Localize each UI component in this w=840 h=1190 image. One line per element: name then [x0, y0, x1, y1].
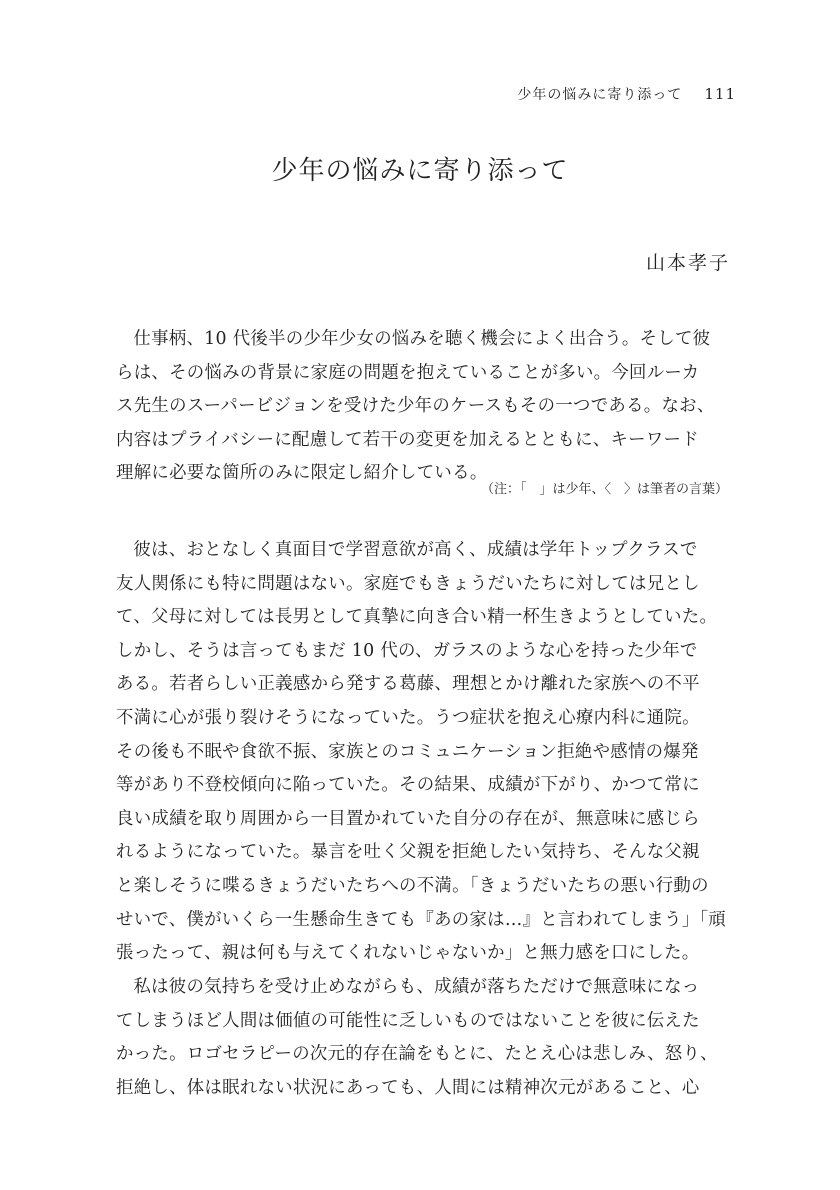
text-line: せいで、僕がいくら一生懸命生きても『あの家は…』と言われてしまう」「頑: [116, 909, 727, 930]
text-line: しかし、そうは言ってもまだ 10 代の、ガラスのような心を持った少年で: [116, 640, 698, 661]
text-line: と楽しそうに喋るきょうだいたちへの不満。「きょうだいたちの悪い行動の: [116, 875, 709, 896]
text-line: 彼は、おとなしく真面目で学習意欲が高く、成績は学年トップクラスで: [133, 540, 698, 560]
text-line: て、父母に対しては長男として真摯に向き合い精一杯生きようとしていた。: [116, 607, 718, 628]
running-header: [517, 84, 736, 104]
text-line: ある。若者らしい正義感から発する葛藤、理想とかけ離れた家族への不平: [116, 674, 700, 695]
text-line: 等があり不登校傾向に陥っていた。その結果、成績が下がり、かつて常に: [116, 775, 700, 796]
text-line: その後も不眠や食欲不振、家族とのコミュニケーション拒絶や感情の爆発: [116, 741, 699, 762]
article-title: 少年の悩みに寄り添って: [271, 156, 569, 186]
intro-paragraph: [116, 323, 728, 491]
text-line: 良い成績を取り周囲から一目置かれていた自分の存在が、無意味に感じら: [116, 808, 700, 829]
author-name: 山本孝子: [645, 252, 730, 274]
text-line: らは、その悩みの背景に家庭の問題を抱えていることが多い。今回ルーカ: [116, 362, 700, 383]
notation-note: （注：「 」は少年、〈 〉は筆者の言葉）: [480, 482, 728, 497]
body-paragraph-1: [116, 534, 728, 971]
text-line: 私は彼の気持ちを受け止めながらも、成績が落ちただけで無意味になっ: [133, 977, 700, 997]
text-line: 内容はプライバシーに配慮して若干の変更を加えるとともに、キーワード: [116, 429, 699, 450]
text-line: 拒絶し、体は眠れない状況にあっても、人間には精神次元があること、心: [116, 1077, 700, 1098]
text-line: てしまうほど人間は価値の可能性に乏しいものではないことを彼に伝えた: [116, 1010, 700, 1031]
running-title: 少年の悩みに寄り添って: [517, 87, 683, 103]
text-line: 張ったって、親は何も与えてくれないじゃないか」と無力感を口にした。: [116, 943, 700, 964]
text-line: 不満に心が張り裂けそうになっていた。うつ症状を抱え心療内科に通院。: [116, 707, 700, 728]
text-line: 仕事柄、10 代後半の少年少女の悩みを聴く機会によく出合う。そして彼: [133, 329, 711, 349]
text-line: 理解に必要な箇所のみに限定し紹介している。: [116, 463, 488, 484]
text-line: れるようになっていた。暴言を吐く父親を拒絶したい気持ち、そんな父親: [116, 842, 700, 863]
text-line: ス先生のスーパービジョンを受けた少年のケースもその一つである。なお、: [116, 396, 715, 417]
text-line: かった。ロゴセラピーの次元的存在論をもとに、たとえ心は悲しみ、怒り、: [116, 1044, 718, 1065]
page-number: 111: [704, 85, 736, 103]
body-paragraph-2: [116, 971, 728, 1105]
text-line: 友人関係にも特に問題はない。家庭でもきょうだいたちに対しては兄とし: [116, 573, 700, 594]
